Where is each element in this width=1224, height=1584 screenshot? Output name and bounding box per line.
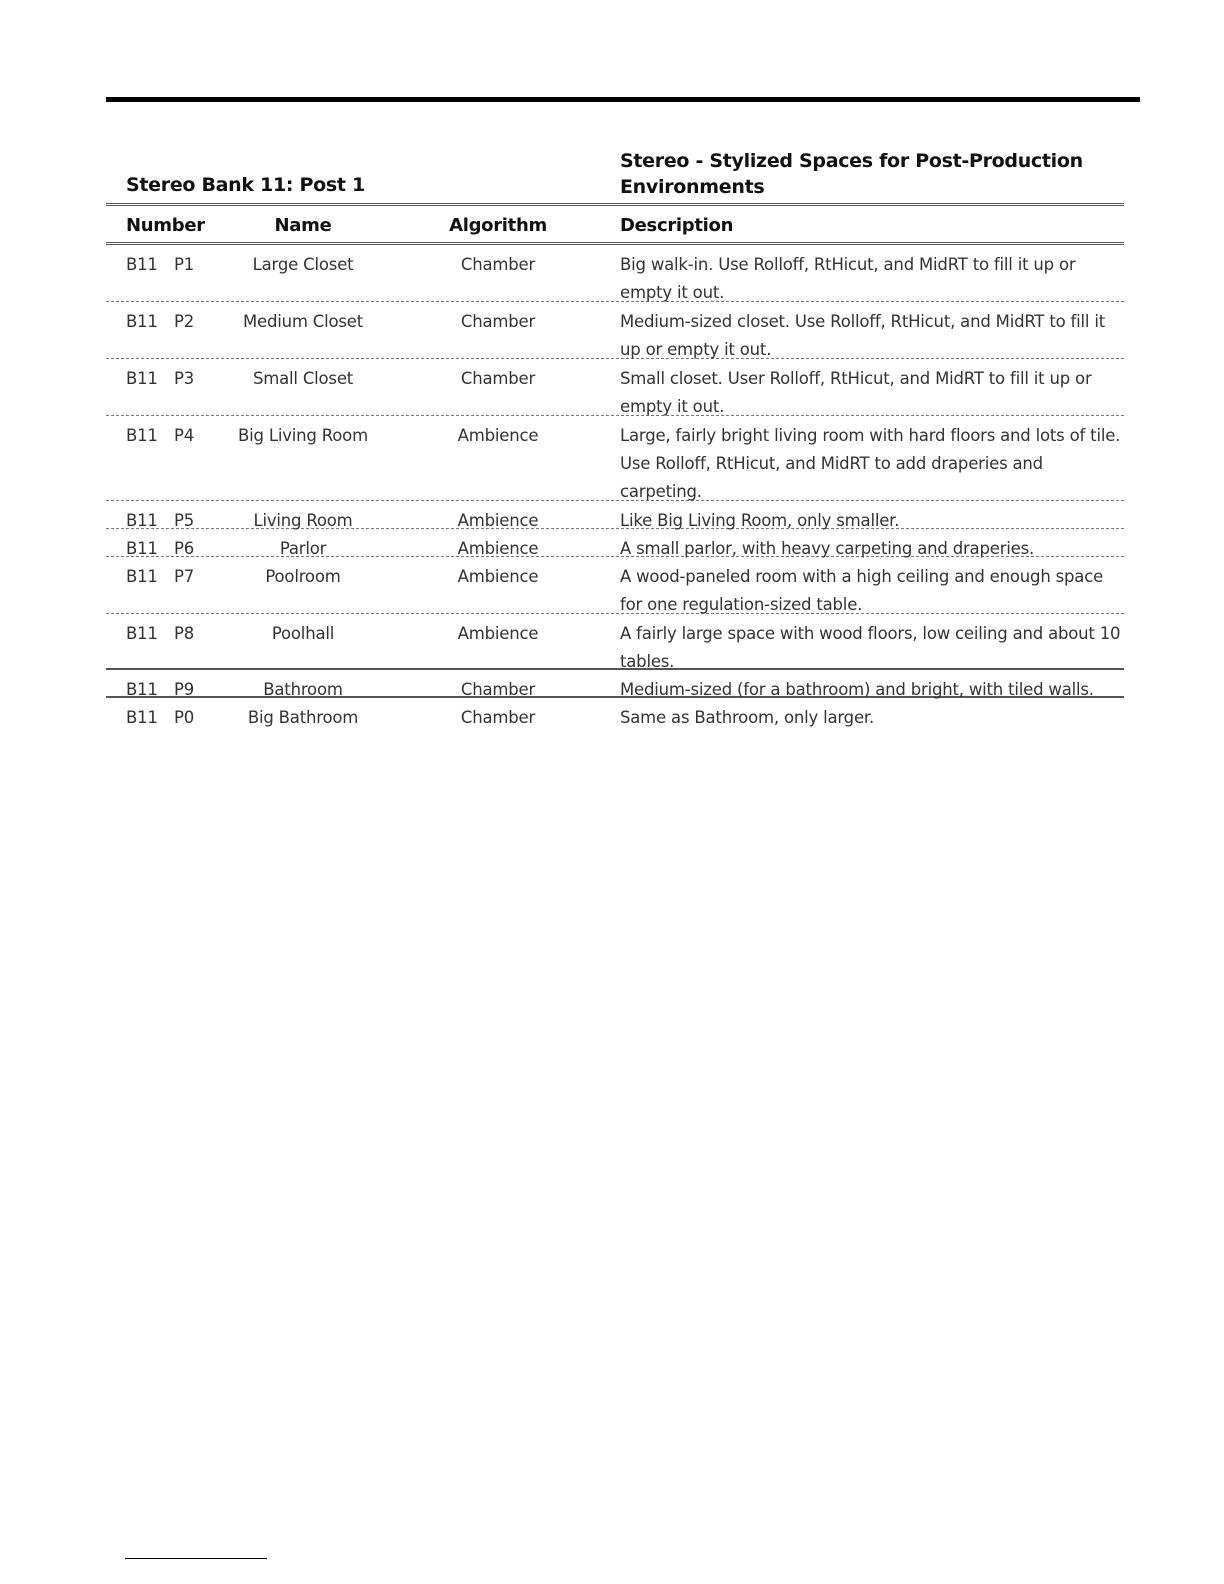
cell-program: P1	[174, 255, 195, 274]
cell-bank: B11	[126, 312, 158, 331]
cell-name: Medium Closet	[242, 312, 364, 331]
top-rule	[106, 97, 1140, 102]
cell-program: P9	[174, 680, 195, 699]
cell-algorithm: Ambience	[457, 567, 539, 586]
cell-algorithm: Chamber	[460, 708, 536, 727]
cell-description: Large, fairly bright living room with hard floors and lots of tile. Use Rolloff, RtHicut, and MidRT to add draperies and carpeting.	[620, 426, 1121, 501]
cell-name: Poolhall	[271, 624, 335, 643]
column-header-name: Name	[274, 215, 332, 236]
column-header-algorithm: Algorithm	[449, 215, 547, 236]
table-column-headers	[106, 206, 1124, 245]
cell-bank: B11	[126, 539, 158, 558]
cell-algorithm: Chamber	[460, 680, 536, 699]
cell-name: Parlor	[279, 539, 327, 558]
cell-bank: B11	[126, 426, 158, 445]
cell-name: Bathroom	[263, 680, 343, 699]
cell-description: A wood-paneled room with a high ceiling and enough space for one regulation-sized table.	[620, 567, 1104, 614]
cell-description: A fairly large space with wood floors, low ceiling and about 10 tables.	[620, 624, 1121, 671]
cell-name: Living Room	[253, 511, 353, 530]
table-row	[106, 698, 1124, 726]
cell-program: P6	[174, 539, 195, 558]
cell-bank: B11	[126, 369, 158, 388]
cell-algorithm: Ambience	[457, 624, 539, 643]
column-header-number: Number	[126, 215, 205, 236]
cell-program: P7	[174, 567, 195, 586]
bank-title: Stereo Bank 11: Post 1	[126, 174, 365, 196]
cell-program: P4	[174, 426, 195, 445]
program-table	[106, 203, 1124, 726]
table-row	[106, 614, 1124, 670]
cell-description: Like Big Living Room, only smaller.	[620, 511, 900, 530]
cell-description: A small parlor, with heavy carpeting and draperies.	[620, 539, 1035, 558]
cell-name: Big Bathroom	[247, 708, 359, 727]
table-row	[106, 557, 1124, 614]
column-header-description: Description	[620, 215, 734, 236]
cell-name: Large Closet	[252, 255, 354, 274]
table-row	[106, 416, 1124, 501]
cell-description: Medium-sized (for a bathroom) and bright, with tiled walls.	[620, 680, 1094, 699]
cell-bank: B11	[126, 624, 158, 643]
cell-bank: B11	[126, 680, 158, 699]
cell-algorithm: Ambience	[457, 426, 539, 445]
cell-bank: B11	[126, 567, 158, 586]
table-row	[106, 501, 1124, 529]
table-row	[106, 245, 1124, 302]
cell-program: P2	[174, 312, 195, 331]
table-row	[106, 529, 1124, 557]
cell-description: Small closet. User Rolloff, RtHicut, and MidRT to fill it up or empty it out.	[620, 369, 1092, 416]
cell-bank: B11	[126, 255, 158, 274]
cell-algorithm: Chamber	[460, 312, 536, 331]
cell-algorithm: Ambience	[457, 511, 539, 530]
footnote-separator	[125, 1558, 267, 1559]
cell-algorithm: Ambience	[457, 539, 539, 558]
table-row	[106, 670, 1124, 698]
cell-program: P8	[174, 624, 195, 643]
table-header-titles	[106, 145, 1124, 203]
cell-program: P0	[174, 708, 195, 727]
cell-name: Small Closet	[252, 369, 354, 388]
cell-description: Big walk-in. Use Rolloff, RtHicut, and MidRT to fill it up or empty it out.	[620, 255, 1076, 302]
cell-bank: B11	[126, 708, 158, 727]
cell-algorithm: Chamber	[460, 255, 536, 274]
cell-algorithm: Chamber	[460, 369, 536, 388]
cell-name: Poolroom	[265, 567, 341, 586]
cell-name: Big Living Room	[238, 426, 368, 445]
cell-description: Same as Bathroom, only larger.	[620, 708, 875, 727]
table-row	[106, 302, 1124, 359]
cell-description: Medium-sized closet. Use Rolloff, RtHicut, and MidRT to fill it up or empty it out.	[620, 312, 1106, 359]
table-row	[106, 359, 1124, 416]
document-title: Stereo - Stylized Spaces for Post-Production Environments	[620, 150, 1083, 198]
cell-program: P3	[174, 369, 195, 388]
cell-bank: B11	[126, 511, 158, 530]
cell-program: P5	[174, 511, 195, 530]
